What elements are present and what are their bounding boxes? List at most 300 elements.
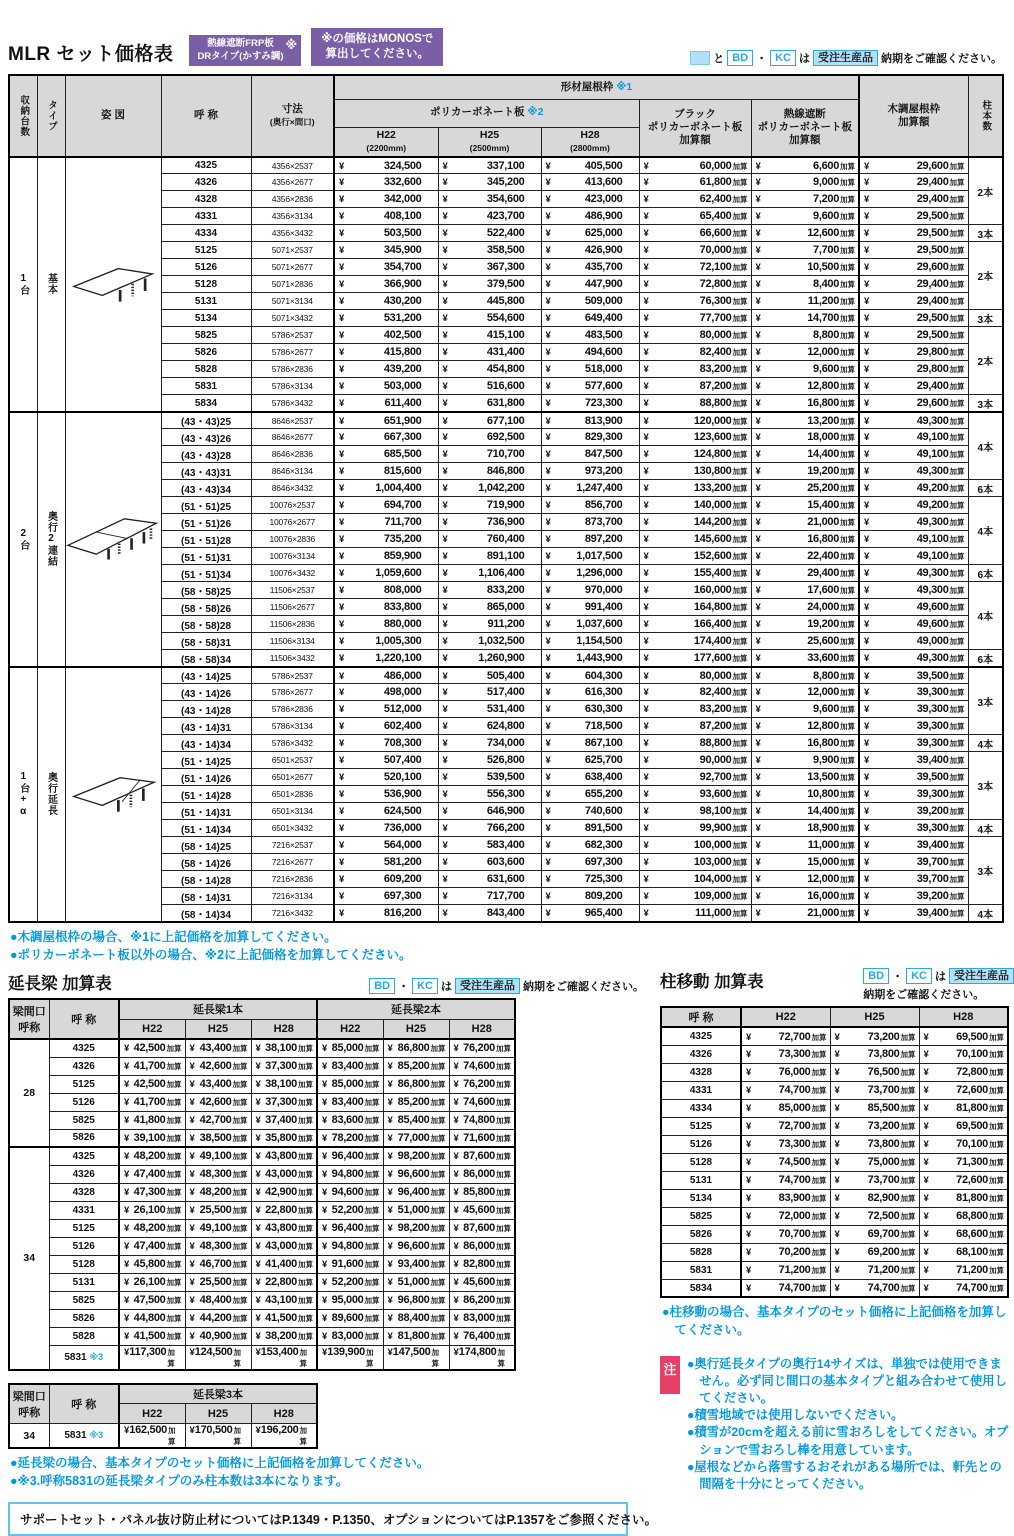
price-cell [741, 1279, 830, 1297]
yen-sign: ¥ [339, 687, 345, 699]
price [752, 635, 859, 647]
price [640, 703, 751, 715]
model-name-cell: (51・14)34 [161, 820, 251, 837]
yen-sign: ¥ [834, 1121, 840, 1133]
yen-sign: ¥ [387, 1079, 393, 1090]
price [860, 431, 968, 443]
yen-sign: ¥ [864, 687, 870, 699]
add-suffix: 加算 [811, 1248, 827, 1258]
price-cell [639, 497, 751, 514]
col-header-h28: H28 [919, 1007, 1008, 1027]
price [450, 1240, 515, 1252]
add-suffix: 加算 [900, 1230, 916, 1240]
price [120, 1330, 185, 1342]
yen-sign: ¥ [545, 211, 551, 223]
price [640, 278, 751, 290]
price [384, 1312, 449, 1324]
price [450, 1096, 515, 1108]
yen-sign: ¥ [755, 296, 761, 308]
price-value: 760,400 [486, 533, 525, 546]
price [542, 380, 639, 392]
yen-sign: ¥ [545, 738, 551, 750]
model-name-cell: 4325 [49, 1039, 119, 1057]
price [542, 176, 639, 188]
price-cell [119, 1273, 185, 1291]
yen-sign: ¥ [442, 381, 448, 393]
price [860, 448, 968, 460]
storage-count-cell: 1台+α [9, 667, 37, 922]
col-header-h28: H28 [449, 1019, 515, 1039]
price [542, 618, 639, 630]
price-cell [751, 480, 859, 497]
price [439, 703, 541, 715]
add-suffix: 加算 [900, 1266, 916, 1276]
yen-sign: ¥ [387, 1259, 393, 1270]
col-header-figure: 姿 図 [65, 75, 161, 157]
add-suffix: 加算 [232, 1116, 248, 1125]
price-value: 697,300 [584, 856, 623, 869]
price-value: 833,800 [383, 601, 422, 614]
add-suffix: 加算 [430, 1188, 446, 1197]
price-value: 109,000 [693, 890, 732, 903]
pillar-count-cell: 4本 [968, 905, 1003, 922]
add-suffix: 加算 [949, 280, 965, 290]
model-name-cell: 5126 [161, 259, 251, 276]
price-cell [859, 412, 968, 429]
yen-sign: ¥ [124, 1313, 130, 1324]
yen-sign: ¥ [755, 347, 761, 359]
price-value: 86,000 [463, 1240, 495, 1252]
price-cell [541, 684, 639, 701]
price [920, 1120, 1008, 1132]
price [120, 1346, 185, 1369]
price-cell [449, 1129, 515, 1147]
add-suffix: 加算 [732, 484, 748, 494]
price-value: 736,900 [486, 516, 525, 529]
price-cell [541, 480, 639, 497]
yen-sign: ¥ [453, 1043, 459, 1055]
add-suffix: 加算 [732, 297, 748, 307]
price [831, 1156, 919, 1168]
price [439, 839, 541, 851]
yen-sign: ¥ [864, 160, 870, 172]
yen-sign: ¥ [339, 517, 345, 529]
yen-sign: ¥ [255, 1313, 261, 1324]
price [542, 261, 639, 273]
size-cell: 6501×2677 [251, 769, 334, 786]
model-name-cell: 5126 [661, 1135, 741, 1153]
price-value: 29,400 [916, 193, 949, 206]
yen-sign: ¥ [923, 1283, 929, 1295]
price-value: 111,000 [695, 907, 732, 919]
yen-sign: ¥ [755, 687, 761, 699]
price [831, 1138, 919, 1150]
storage-count-cell: 2台 [9, 412, 37, 667]
model-name-cell: 4331 [661, 1081, 741, 1099]
price-value: 94,600 [331, 1186, 364, 1198]
yen-sign: ¥ [442, 330, 448, 342]
price [335, 448, 438, 460]
add-suffix: 加算 [840, 314, 856, 324]
price-value: 11,200 [807, 295, 840, 308]
model-name-cell: 5128 [661, 1153, 741, 1171]
price-value: 692,500 [486, 431, 525, 444]
price-cell [334, 752, 438, 769]
price [318, 1330, 383, 1342]
price [542, 720, 639, 732]
yen-sign: ¥ [755, 823, 761, 835]
price-cell [751, 667, 859, 684]
model-name-cell: 4326 [49, 1057, 119, 1075]
pillar-move-note [662, 1303, 1014, 1339]
yen-sign: ¥ [864, 483, 870, 495]
price [860, 380, 968, 392]
price-value: 718,500 [584, 720, 623, 733]
price-cell [251, 1183, 317, 1201]
yen-sign: ¥ [746, 1085, 752, 1097]
price-cell [751, 905, 859, 922]
price-cell [859, 582, 968, 599]
yen-sign: ¥ [643, 415, 649, 427]
price-value: 815,600 [383, 465, 422, 478]
price-cell [639, 395, 751, 412]
price-value: 43,800 [265, 1150, 297, 1163]
price-value: 85,200 [397, 1096, 430, 1108]
price [384, 1168, 449, 1180]
yen-sign: ¥ [643, 653, 649, 664]
price-cell [830, 1117, 919, 1135]
price-cell [185, 1129, 251, 1147]
yen-sign: ¥ [755, 313, 761, 325]
price-cell [639, 378, 751, 395]
price-cell [383, 1237, 449, 1255]
legend-text: は [799, 52, 810, 65]
price-value: 1,017,500 [576, 550, 623, 563]
price [542, 771, 639, 783]
yen-sign: ¥ [387, 1043, 393, 1055]
price-value: 17,600 [807, 584, 840, 597]
price-cell [251, 1075, 317, 1093]
add-suffix: 加算 [430, 1080, 446, 1089]
model-name-cell: 5125 [49, 1075, 119, 1093]
price-value: 44,200 [199, 1312, 232, 1324]
price-value: 177,600 [693, 652, 732, 664]
add-suffix: 加算 [900, 1194, 916, 1204]
col-header-two-beams: 延長梁2本 [317, 999, 515, 1019]
price-value: 829,300 [584, 431, 623, 444]
price-value: 9,000 [813, 176, 840, 189]
price [335, 278, 438, 290]
yen-sign: ¥ [755, 381, 761, 393]
price-value: 6,600 [813, 159, 840, 172]
yen-sign: ¥ [643, 704, 649, 716]
yen-sign: ¥ [755, 211, 761, 223]
model-name-cell: 5825 [661, 1207, 741, 1225]
yen-sign: ¥ [255, 1132, 261, 1144]
yen-sign: ¥ [255, 1205, 261, 1216]
note-line: ●柱移動の場合、基本タイプのセット価格に上記価格を加算してください。 [662, 1305, 1007, 1338]
price [860, 210, 968, 222]
yen-sign: ¥ [643, 602, 649, 614]
price-cell [334, 429, 438, 446]
price-value: 71,200 [867, 1264, 900, 1277]
price-cell [334, 650, 438, 667]
price-value: 503,000 [383, 380, 422, 393]
price-cell [119, 1219, 185, 1237]
price-cell [541, 820, 639, 837]
price [542, 737, 639, 749]
price [860, 160, 968, 172]
yen-sign: ¥ [339, 432, 345, 444]
price-value: 651,900 [383, 414, 422, 427]
add-suffix: 加算 [166, 1044, 182, 1054]
yen-sign: ¥ [189, 1132, 195, 1144]
yen-sign: ¥ [643, 670, 649, 682]
price [752, 686, 859, 698]
add-suffix: 加算 [949, 484, 965, 494]
yen-sign: ¥ [255, 1346, 261, 1358]
yen-sign: ¥ [322, 1151, 328, 1163]
size-cell: 5786×2537 [251, 667, 334, 684]
price-value: 12,000 [807, 346, 840, 359]
price-value: 86,000 [463, 1168, 495, 1180]
yen-sign: ¥ [339, 160, 345, 172]
price-value: 44,800 [133, 1312, 166, 1324]
yen-sign: ¥ [442, 398, 448, 409]
price [640, 652, 751, 664]
price-cell [741, 1081, 830, 1099]
price-cell [438, 684, 541, 701]
yen-sign: ¥ [864, 381, 870, 393]
price-value: 39,400 [916, 754, 949, 767]
price-cell [639, 667, 751, 684]
price-cell [251, 1201, 317, 1219]
yen-sign: ¥ [124, 1241, 130, 1252]
yen-sign: ¥ [189, 1115, 195, 1126]
price-cell [639, 174, 751, 191]
price-value: 37,300 [265, 1096, 297, 1108]
price-cell [919, 1189, 1008, 1207]
price-value: 69,500 [956, 1030, 988, 1043]
price-value: 72,600 [956, 1174, 988, 1187]
price-value: 90,000 [699, 754, 732, 767]
add-suffix: 加算 [496, 1224, 511, 1233]
extension-beam-row [9, 1291, 515, 1309]
price [860, 227, 968, 239]
yen-sign: ¥ [322, 1241, 328, 1252]
price-cell [383, 1147, 449, 1165]
price-value: 435,700 [584, 261, 623, 274]
add-suffix: 加算 [496, 1044, 511, 1054]
add-suffix: 加算 [732, 671, 748, 681]
col-header-h22: H22 [741, 1007, 830, 1027]
yen-sign: ¥ [189, 1205, 195, 1216]
pillar-count-cell: 4本 [968, 497, 1003, 565]
yen-sign: ¥ [339, 415, 345, 427]
price-cell [383, 1183, 449, 1201]
yen-sign: ¥ [755, 636, 761, 648]
price-value: 717,700 [486, 890, 525, 903]
extension-beam-row [9, 1327, 515, 1345]
yen-sign: ¥ [442, 670, 448, 682]
add-suffix: 加算 [840, 467, 856, 477]
yen-sign: ¥ [124, 1259, 130, 1270]
yen-sign: ¥ [864, 670, 870, 682]
price [335, 635, 438, 647]
price [542, 652, 639, 664]
extension-beam-row [9, 1111, 515, 1129]
add-suffix: 加算 [167, 1426, 176, 1446]
monos-badge: ※の価格はMONOSで 算出してください。 [311, 28, 443, 66]
price-value: 100,000 [693, 839, 732, 852]
price-value: 43,100 [265, 1294, 297, 1306]
price [542, 397, 639, 409]
price-value: 583,400 [486, 839, 525, 852]
add-suffix: 加算 [840, 161, 856, 171]
price-cell [639, 293, 751, 310]
add-suffix: 加算 [732, 331, 748, 341]
price [752, 160, 859, 172]
price-value: 1,032,500 [478, 635, 525, 648]
price-cell [859, 157, 968, 174]
price [920, 1031, 1008, 1043]
add-suffix: 加算 [732, 535, 748, 545]
price [439, 550, 541, 562]
price [752, 176, 859, 188]
add-suffix: 加算 [949, 467, 965, 477]
price [920, 1228, 1008, 1240]
yen-sign: ¥ [545, 585, 551, 597]
price-cell [449, 1183, 515, 1201]
price [252, 1168, 317, 1180]
add-suffix: 加算 [949, 365, 965, 375]
add-suffix: 加算 [732, 246, 748, 256]
add-suffix: 加算 [949, 501, 965, 511]
model-name-cell: 5134 [161, 310, 251, 327]
price-value: 49,600 [916, 618, 949, 631]
price [542, 890, 639, 902]
price-value: 342,000 [383, 193, 422, 206]
price-cell [438, 718, 541, 735]
price-value: 43,800 [265, 1222, 297, 1234]
yen-sign: ¥ [442, 891, 448, 903]
price [831, 1246, 919, 1258]
price [752, 550, 859, 562]
price [742, 1048, 830, 1060]
price-cell [438, 446, 541, 463]
yen-sign: ¥ [755, 551, 761, 563]
add-suffix: 加算 [233, 1347, 241, 1368]
price-value: 117,300 [129, 1345, 167, 1358]
yen-sign: ¥ [746, 1103, 752, 1115]
yen-sign: ¥ [442, 568, 448, 580]
frp-badge [189, 35, 301, 66]
price-cell [741, 1189, 830, 1207]
price [120, 1168, 185, 1180]
model-name-cell: 5128 [49, 1255, 119, 1273]
price-cell [317, 1273, 383, 1291]
price [831, 1264, 919, 1276]
price-value: 49,300 [916, 567, 949, 580]
add-suffix: 加算 [732, 756, 748, 766]
price-value: 556,300 [486, 788, 525, 801]
model-name-cell: 5128 [161, 276, 251, 293]
price [860, 482, 968, 494]
yen-sign: ¥ [124, 1425, 130, 1436]
yen-sign: ¥ [755, 619, 761, 631]
yen-sign: ¥ [923, 1229, 929, 1241]
price-cell [449, 1291, 515, 1309]
yen-sign: ¥ [834, 1139, 840, 1151]
price [860, 686, 968, 698]
yen-sign: ¥ [322, 1259, 328, 1270]
price-cell [438, 514, 541, 531]
price-value: 408,100 [383, 210, 422, 223]
yen-sign: ¥ [545, 517, 551, 529]
price-value: 69,700 [867, 1228, 900, 1241]
price [742, 1084, 830, 1096]
price-value: 39,400 [916, 907, 949, 919]
price-value: 74,700 [956, 1282, 988, 1295]
price [186, 1078, 251, 1090]
yen-sign: ¥ [643, 568, 649, 580]
pillar-count-cell: 3本 [968, 395, 1003, 412]
add-suffix: 加算 [989, 1248, 1004, 1258]
price [831, 1192, 919, 1204]
price [831, 1084, 919, 1096]
price [542, 329, 639, 341]
pillar-move-row [661, 1027, 1008, 1045]
pillar-move-section [644, 968, 1014, 1536]
add-suffix: 加算 [840, 586, 856, 596]
add-suffix: 加算 [732, 790, 748, 800]
price [439, 670, 541, 682]
price-cell [334, 565, 438, 582]
add-suffix: 加算 [496, 1206, 511, 1215]
add-suffix: 加算 [840, 501, 856, 511]
yen-sign: ¥ [643, 381, 649, 393]
price [640, 160, 751, 172]
yen-sign: ¥ [864, 908, 870, 919]
price-value: 48,300 [199, 1168, 232, 1180]
price-value: 766,200 [486, 822, 525, 835]
price-value: 430,200 [383, 295, 422, 308]
price [742, 1192, 830, 1204]
price-cell [541, 650, 639, 667]
price-cell [317, 1345, 383, 1370]
price-value: 486,000 [383, 669, 422, 682]
price [742, 1174, 830, 1186]
price-cell [334, 344, 438, 361]
price-value: 1,154,500 [576, 635, 623, 648]
price-cell [639, 242, 751, 259]
add-suffix: 加算 [900, 1050, 916, 1060]
price [752, 822, 859, 834]
yen-sign: ¥ [453, 1151, 459, 1163]
price [542, 227, 639, 239]
price [186, 1204, 251, 1216]
price-cell [859, 735, 968, 752]
price-cell [334, 157, 438, 174]
add-suffix: 加算 [900, 1284, 916, 1294]
price-value: 29,500 [916, 227, 949, 240]
price [335, 618, 438, 630]
price-value: 45,800 [133, 1258, 166, 1270]
col-header-h28: H28 [251, 1404, 317, 1424]
yen-sign: ¥ [339, 653, 345, 664]
price-value: 39,500 [916, 771, 949, 784]
price [860, 363, 968, 375]
